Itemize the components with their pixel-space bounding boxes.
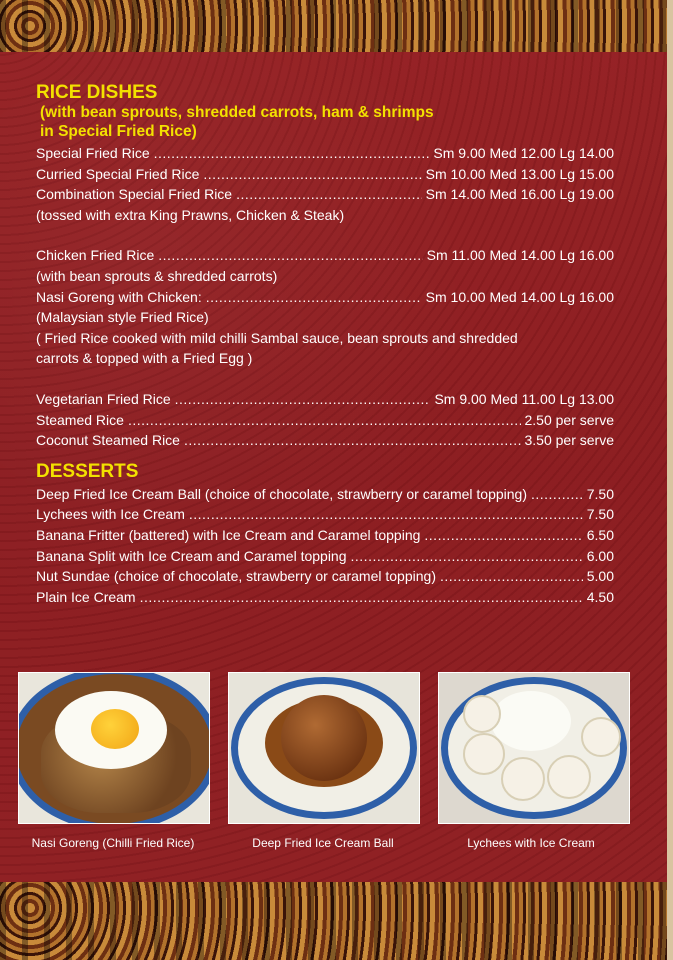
ice-cream-ball-photo	[228, 672, 420, 824]
menu-item	[36, 245, 614, 266]
item-name: Steamed Rice	[36, 411, 124, 428]
item-name: Nut Sundae (choice of chocolate, strawberry or caramel topping)	[36, 568, 436, 585]
menu-item	[36, 504, 614, 525]
food-photos	[18, 672, 638, 862]
item-price: 5.00	[586, 568, 614, 585]
leader-dots	[189, 504, 583, 525]
leader-dots	[203, 164, 421, 185]
item-name: Plain Ice Cream	[36, 588, 136, 605]
menu-item	[36, 546, 614, 567]
item-price: 7.50	[586, 506, 614, 523]
menu-item	[36, 566, 614, 587]
photo-caption: Lychees with Ice Cream	[467, 836, 595, 850]
leader-dots	[158, 245, 422, 266]
fried-rice-egg-photo	[18, 672, 210, 824]
menu-item	[36, 389, 614, 410]
menu-item	[36, 184, 614, 205]
item-name: Vegetarian Fried Rice	[36, 390, 171, 407]
item-price: 6.00	[586, 547, 614, 564]
leader-dots	[440, 566, 583, 587]
menu-item	[36, 287, 614, 308]
desserts-heading: DESSERTS	[36, 460, 139, 482]
menu-item	[36, 525, 614, 546]
item-price: 6.50	[586, 526, 614, 543]
menu-item	[36, 587, 614, 608]
item-price: 2.50 per serve	[524, 411, 614, 428]
item-name: Chicken Fried Rice	[36, 247, 155, 264]
item-note: ( Fried Rice cooked with mild chilli Sambal sauce, bean sprouts and shredded	[36, 329, 518, 346]
item-name: Curried Special Fried Rice	[36, 165, 200, 182]
rice-subheading-line1: (with bean sprouts, shredded carrots, ham & shrimps	[40, 104, 434, 121]
menu-content	[36, 82, 614, 607]
page-edge	[667, 0, 673, 960]
leader-dots	[531, 484, 583, 505]
item-name: Banana Fritter (battered) with Ice Cream and Caramel topping	[36, 526, 421, 543]
item-price: Sm 11.00 Med 14.00 Lg 16.00	[426, 247, 614, 264]
leader-dots	[140, 587, 583, 608]
leader-dots	[175, 389, 431, 410]
menu-item	[36, 164, 614, 185]
item-price: Sm 10.00 Med 14.00 Lg 16.00	[425, 288, 614, 305]
leader-dots	[424, 525, 582, 546]
leader-dots	[351, 546, 583, 567]
item-note: (with bean sprouts & shredded carrots)	[36, 267, 278, 284]
rice-subheading-line2: in Special Fried Rice)	[40, 123, 197, 140]
item-price: 3.50 per serve	[524, 432, 614, 449]
menu-item	[36, 410, 614, 431]
menu-item	[36, 484, 614, 505]
item-price: 7.50	[586, 485, 614, 502]
menu-item	[36, 143, 614, 164]
ornamental-border-top	[0, 0, 673, 52]
ornamental-border-bottom	[0, 882, 673, 960]
item-name: Deep Fried Ice Cream Ball (choice of chocolate, strawberry or caramel topping)	[36, 485, 527, 502]
item-note: (tossed with extra King Prawns, Chicken & Steak)	[36, 206, 345, 223]
item-name: Special Fried Rice	[36, 145, 150, 161]
photo-caption: Deep Fried Ice Cream Ball	[252, 836, 394, 850]
leader-dots	[236, 184, 422, 205]
item-price: Sm 9.00 Med 11.00 Lg 13.00	[434, 390, 614, 407]
leader-dots	[128, 410, 521, 431]
item-price: 4.50	[586, 588, 614, 605]
photo-caption: Nasi Goreng (Chilli Fried Rice)	[31, 836, 195, 850]
leader-dots	[184, 430, 521, 451]
item-name: Banana Split with Ice Cream and Caramel topping	[36, 547, 347, 564]
item-name: Coconut Steamed Rice	[36, 432, 180, 449]
item-name: Nasi Goreng with Chicken:	[36, 288, 202, 305]
leader-dots	[206, 287, 422, 308]
rice-dishes-heading: RICE DISHES	[36, 82, 158, 103]
item-name: Lychees with Ice Cream	[36, 506, 185, 523]
leader-dots	[154, 143, 430, 164]
lychees-photo	[438, 672, 630, 824]
item-price: Sm 14.00 Med 16.00 Lg 19.00	[425, 186, 614, 203]
item-price: Sm 10.00 Med 13.00 Lg 15.00	[425, 165, 614, 182]
menu-item	[36, 430, 614, 451]
item-price: Sm 9.00 Med 12.00 Lg 14.00	[433, 145, 614, 161]
item-note: (Malaysian style Fried Rice)	[36, 309, 209, 326]
item-name: Combination Special Fried Rice	[36, 186, 233, 203]
item-note: carrots & topped with a Fried Egg )	[36, 350, 253, 367]
